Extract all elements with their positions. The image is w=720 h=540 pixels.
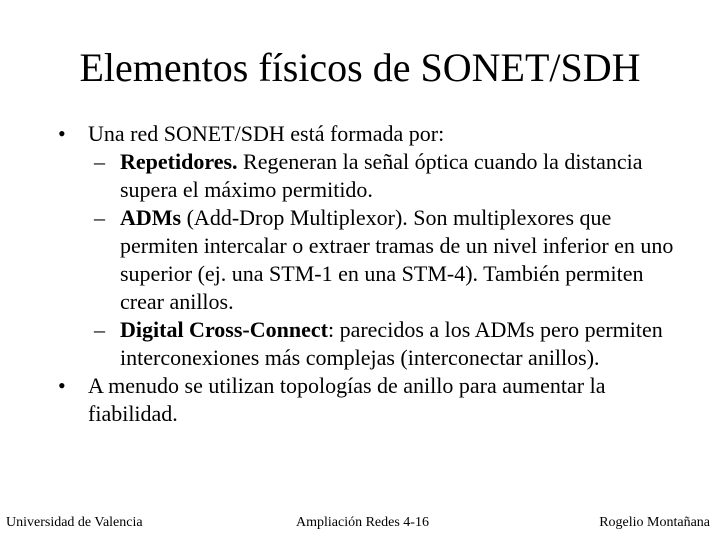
bullet-marker: • [58, 373, 66, 398]
term-digital-cross-connect: Digital Cross-Connect [120, 317, 328, 342]
term-adms: ADMs [120, 205, 182, 230]
sub-bullet-text: Regeneran la señal óptica cuando la distancia supera el máximo permitido. [120, 149, 643, 202]
footer-author: Rogelio Montañana [599, 515, 710, 530]
sub-bullet-text: (Add-Drop Multiplexor). Son multiplexores que permiten intercalar o extraer tramas de un nivel inferior en uno superior (ej. una STM-1 en una STM-4). También permiten crear anillos. [120, 205, 674, 314]
slide-body [56, 120, 676, 428]
dash-marker: – [94, 205, 105, 230]
bullet-item [56, 372, 676, 428]
bullet-marker: • [58, 121, 66, 146]
sub-bullet-item [56, 316, 676, 372]
term-repetidores: Repetidores. [120, 149, 238, 174]
bullet-text: A menudo se utilizan topologías de anillo para aumentar la fiabilidad. [88, 373, 606, 426]
slide-title: Elementos físicos de SONET/SDH [79, 45, 641, 90]
sub-bullet-text: : parecidos a los ADMs pero permiten interconexiones más complejas (interconectar anillos). [120, 317, 663, 370]
sub-bullet-item [56, 148, 676, 204]
sub-bullet-item [56, 204, 676, 316]
footer-course: Ampliación Redes 4-16 [296, 515, 429, 530]
bullet-text: Una red SONET/SDH está formada por: [88, 121, 445, 146]
dash-marker: – [94, 149, 105, 174]
bullet-item [56, 120, 676, 148]
footer-university: Universidad de Valencia [6, 515, 143, 530]
dash-marker: – [94, 317, 105, 342]
